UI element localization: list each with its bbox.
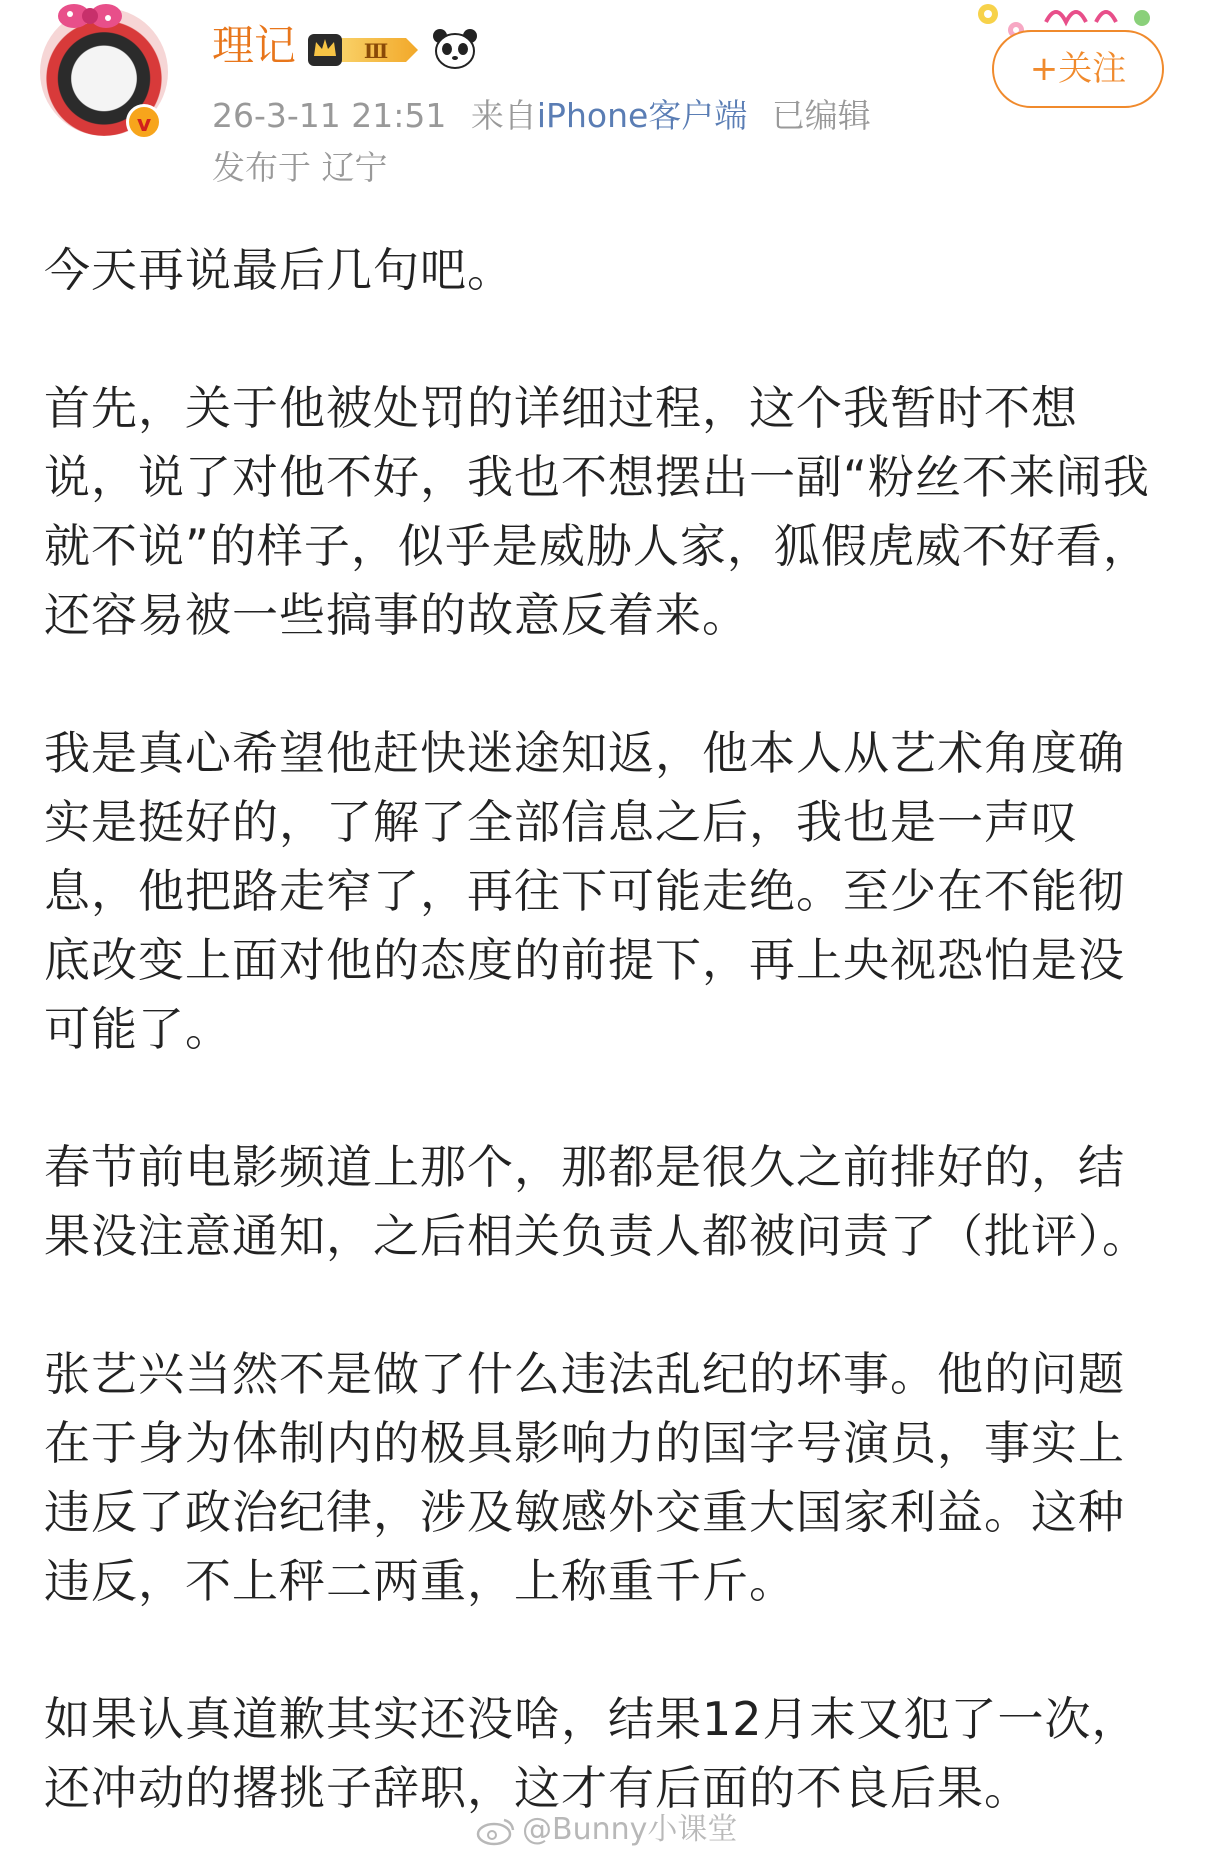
edited-label[interactable]: 已编辑 (771, 96, 871, 135)
post-meta (212, 94, 871, 138)
source-app-link[interactable]: iPhone客户端 (536, 96, 748, 135)
post-paragraph: 春节前电影频道上那个，那都是很久之前排好的，结果没注意通知，之后相关负责人都被问责了（批评）。 (44, 1140, 1149, 1263)
follow-button[interactable]: +关注 (992, 30, 1164, 108)
panda-icon (432, 28, 478, 70)
watermark-text: @Bunny小课堂 (522, 1812, 738, 1847)
vip-level-text: Ⅲ (363, 39, 389, 63)
post-paragraph: 今天再说最后几句吧。 (44, 243, 514, 297)
bow-decoration-icon (58, 0, 122, 34)
post-paragraph: 首先，关于他被处罚的详细过程，这个我暂时不想说，说了对他不好，我也不想摆出一副“粉丝不来闹我就不说”的样子，似乎是威胁人家，狐假虎威不好看，还容易被一些搞事的故意反着来。 (44, 381, 1150, 642)
post-body (44, 236, 1164, 1823)
post-paragraph: 如果认真道歉其实还没啥，结果12月末又犯了一次，还冲动的撂挑子辞职，这才有后面的不良后果。 (44, 1692, 1139, 1815)
author-name[interactable]: 理记 (212, 21, 297, 70)
verified-v-icon: v (126, 104, 162, 140)
vip-crown-badge-icon[interactable] (306, 30, 422, 70)
post-header (0, 0, 1206, 200)
post-time: 26-3-11 21:51 (212, 96, 447, 135)
weibo-logo-icon (476, 1816, 516, 1846)
post-paragraph: 张艺兴当然不是做了什么违法乱纪的坏事。他的问题在于身为体制内的极具影响力的国字号演员，事实上违反了政治纪律，涉及敏感外交重大国家利益。这种违反，不上秤二两重，上称重千斤。 (44, 1347, 1125, 1608)
watermark (476, 1810, 737, 1850)
post-paragraph: 我是真心希望他赶快迷途知返，他本人从艺术角度确实是挺好的，了解了全部信息之后，我也是一声叹息，他把路走窄了，再往下可能走绝。至少在不能彻底改变上面对他的态度的前提下，再上央视恐怕是没可能了。 (44, 726, 1125, 1056)
post-location: 发布于 辽宁 (212, 148, 388, 187)
source-prefix: 来自 (470, 96, 537, 135)
